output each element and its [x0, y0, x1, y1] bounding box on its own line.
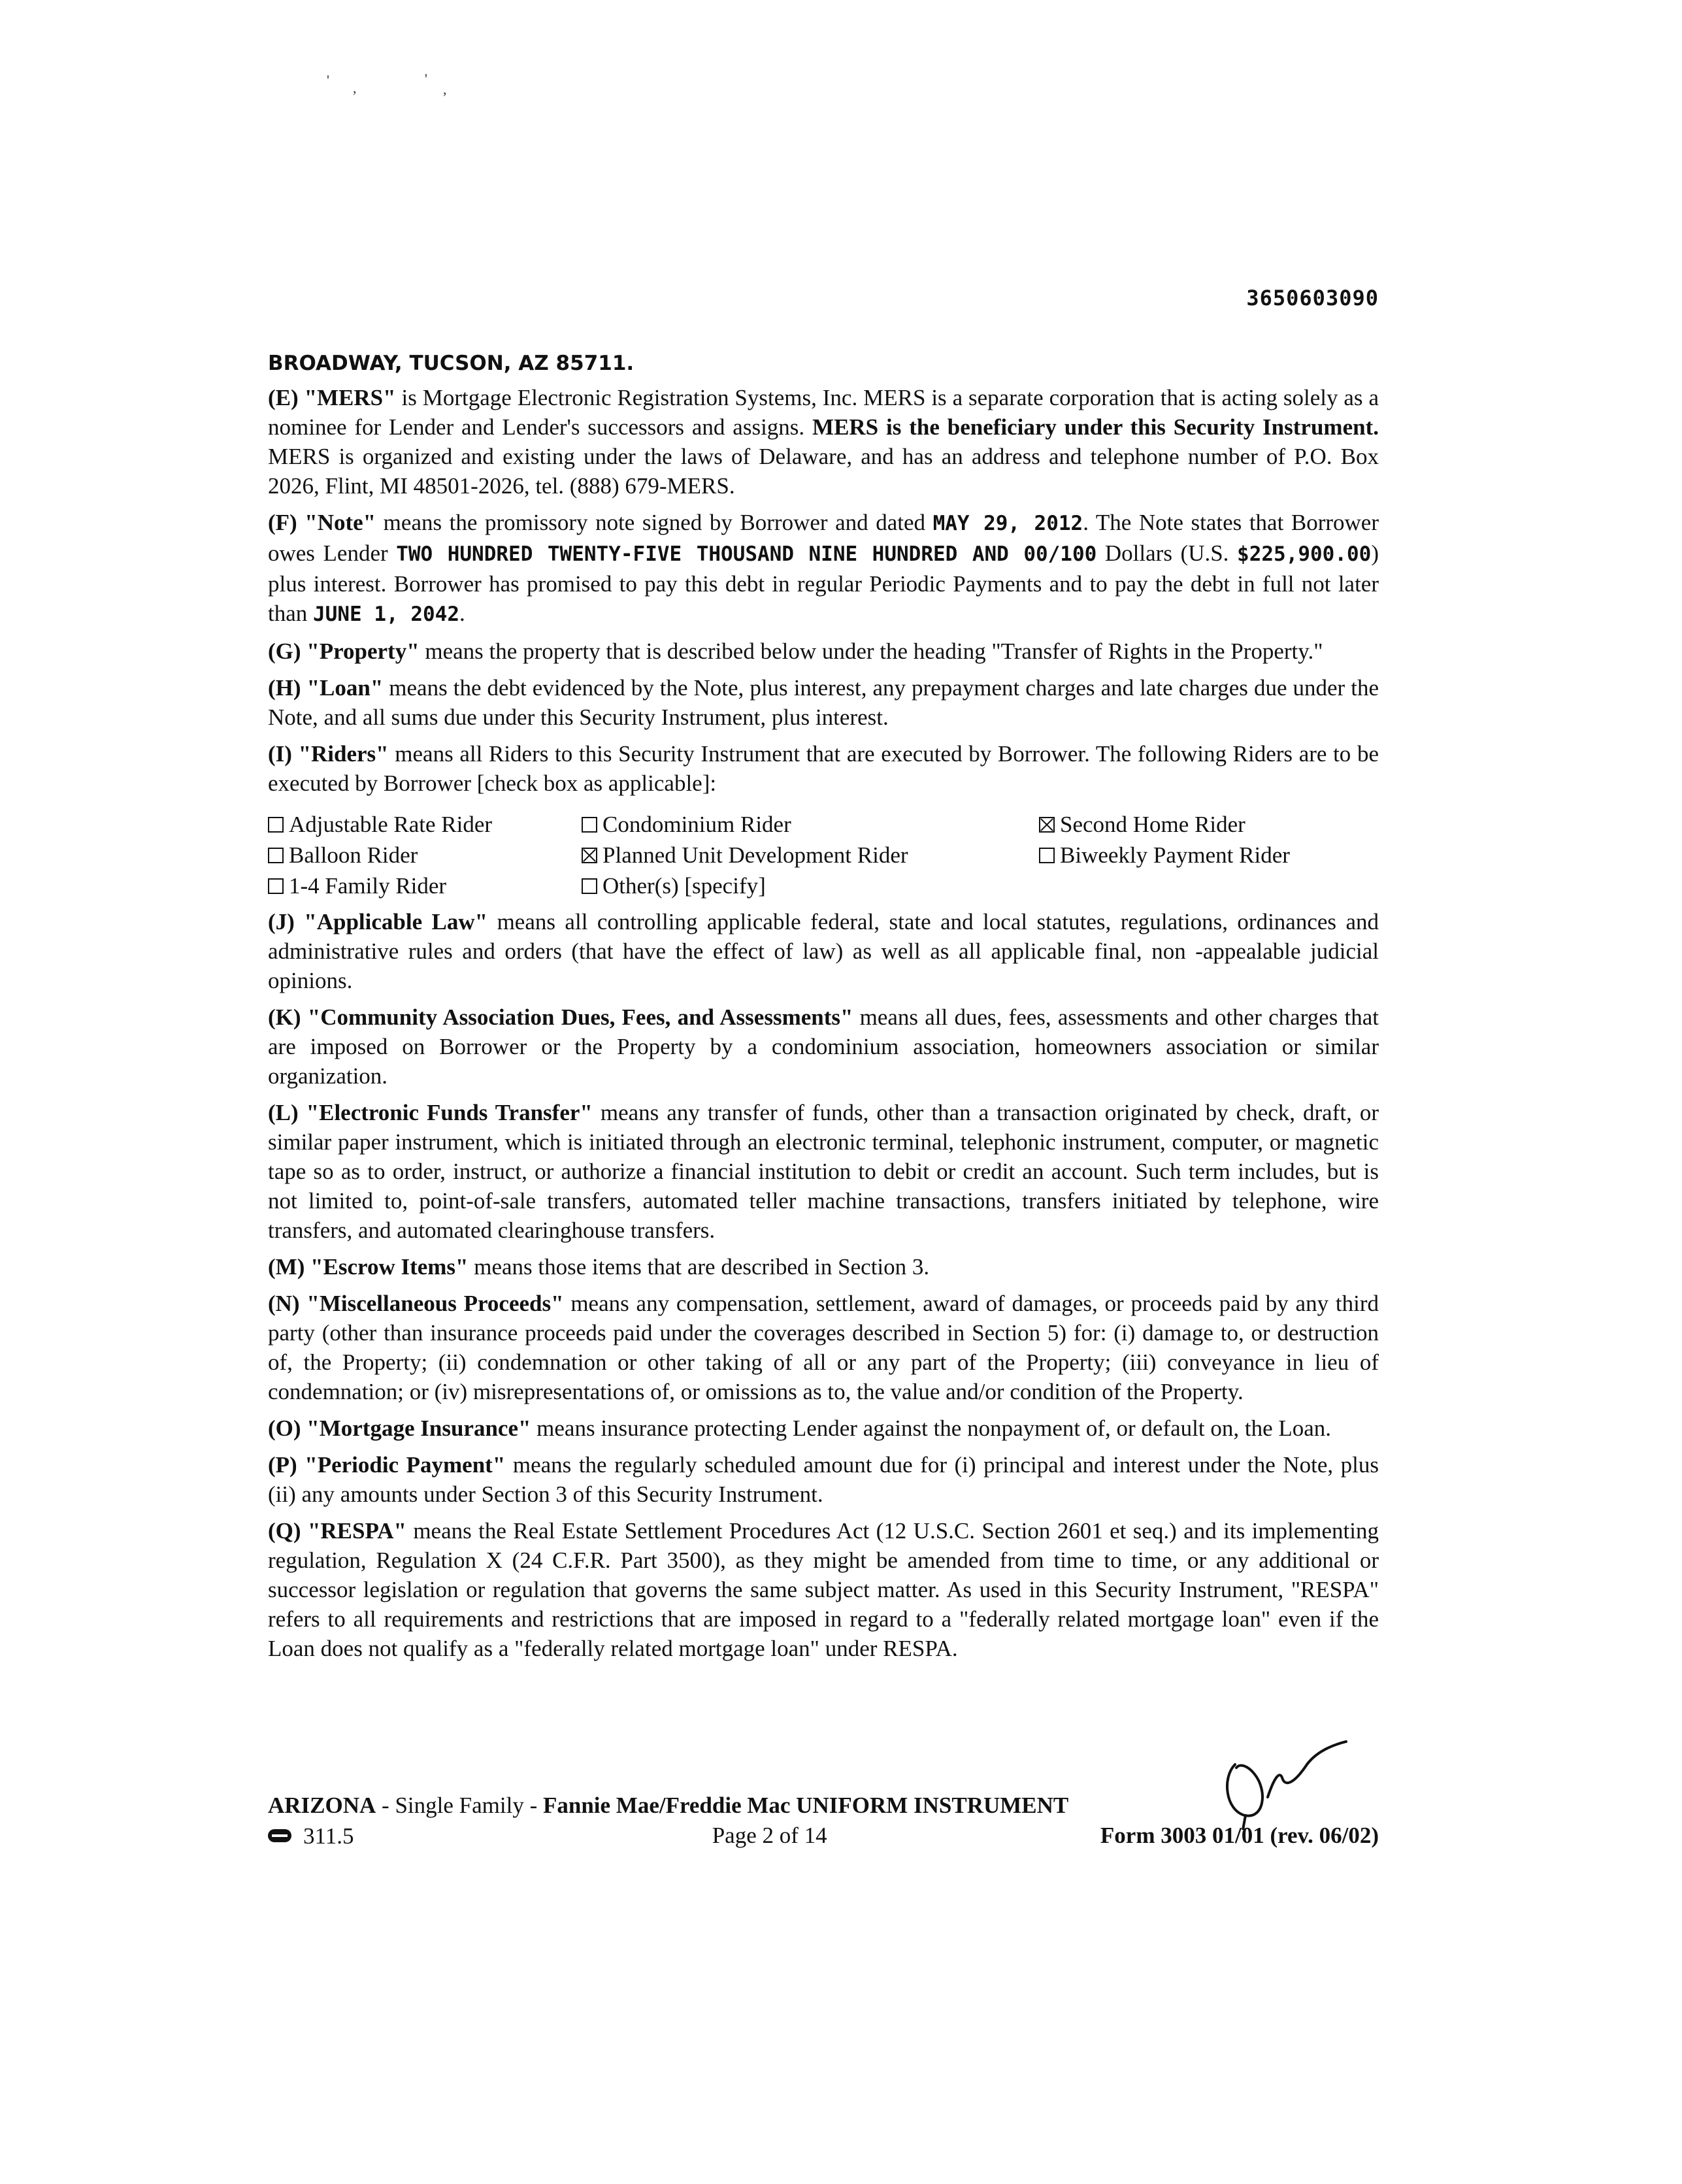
rider-1-4-family[interactable]: 1-4 Family Rider	[268, 871, 582, 901]
document-number: 3650603090	[1246, 286, 1379, 310]
document-page: ' , ' , 3650603090 BROADWAY, TUCSON, AZ 85711. (E) "MERS" is Mortgage Electronic Registration Systems, Inc. MERS is a separate corporation that is acting solely as a nominee for Lender and Lender's successors and assigns. MERS is the beneficiary under this Security Instrument. MERS is organized and existing under the laws of Delaware, and has an address and telephone number of P.O. Box 2026, Flint, MI 48501-2026, tel. (888) 679-MERS. (F) "Note" means the promissory note signed by Borrower and dated MAY 29, 2012. The Note states that Borrower owes Lender TWO HUNDRED TWENTY-FIVE THOUSAND NINE HUNDRED AND 00/100 Dollars (U.S. $225,900.00) plus interest. Borrower has promised to pay this debt in regular Periodic Payments and to pay the debt in full not later than JUNE 1, 2042. (G) "Property" means the property that is described below under the heading "Transfer of Rights in the Property." (H) "Loan" means the debt evidenced by the Note, plus interest, any prepayment charges and late charges due under the Note, and all sums due under this Security Instrument, plus interest. (I) "Riders" means all Riders to this Security Instrument that are executed by Borrower. The following Riders are to be executed by Borrower [check box as applicable]: Adjustable Rate Rider Condominium Rider Second Home Rider Balloon Rider Planned Unit Development Rider Biweekly Payment Rider 1-4 Family Rider Other(s) [specify] (J) "Applicable Law" means all controlling applicable federal, state and local statutes, regulations, ordinances and administrative rules and orders (that have the effect of law) as well as all applicable final, non -appealable judicial opinions. (K) "Community Association Dues, Fees, and Assessments" means all dues, fees, assessments and other charges that are imposed on Borrower or the Property by a condominium association, homeowners association or similar organization. (L) "Electronic Funds Transfer" means any transfer of funds, other than a transaction originated by check, draft, or similar paper instrument, which is initiated through an electronic terminal, telephonic instrument, computer, or magnetic tape so as to order, instruct, or authorize a financial institution to debit or credit an account. Such term includes, but is not limited to, point-of-sale transfers, automated teller machine transactions, transfers initiated by telephone, wire transfers, and automated clearinghouse transfers. (M) "Escrow Items" means those items that are described in Section 3. (N) "Miscellaneous Proceeds" means any compensation, settlement, award of damages, or proceeds paid by any third party (other than insurance proceeds paid under the coverages described in Section 5) for: (i) damage to, or destruction of, the Property; (ii) condemnation or other taking of all or any part of the Property; (iii) conveyance in lieu of condemnation; or (iv) misrepresentations of, or omissions as to, the value and/or condition of the Property. (O) "Mortgage Insurance" means insurance protecting Lender against the nonpayment of, or default on, the Loan. (P) "Periodic Payment" means the regularly scheduled amount due for (i) principal and interest under the Note, plus (ii) any amounts under Section 3 of this Security Instrument. (Q) "RESPA" means the Real Estate Settlement Procedures Act (12 U.S.C. Section 2601 et seq.) and its implementing regulation, Regulation X (24 C.F.R. Part 3500), as they might be amended from time to time, or any additional or successor legislation or regulation that governs the same subject matter. As used in this Security Instrument, "RESPA" refers to all requirements and restrictions that are imposed in regard to a "federally related mortgage loan" even if the Loan does not qualify as a "federally related mortgage loan" under RESPA. ARIZONA - Single Family - Fannie Mae/Freddie Mac UNIFORM INSTRUMENT 311.5 Page 2 of 14 Form 3003 01/01 (rev. 06/02)	[268, 0, 1379, 2184]
footer-title: ARIZONA - Single Family - Fannie Mae/Freddie Mac UNIFORM INSTRUMENT	[268, 1793, 1069, 1818]
rider-checkbox[interactable]	[582, 817, 597, 833]
loan-amount: $225,900.00	[1237, 542, 1372, 566]
form-maker-icon	[268, 1829, 291, 1842]
rider-checkbox[interactable]	[582, 878, 597, 894]
rider-checkbox[interactable]	[1039, 848, 1055, 863]
rider-checkbox-checked[interactable]	[582, 848, 597, 863]
definition-e: (E) "MERS" is Mortgage Electronic Registration Systems, Inc. MERS is a separate corporation that is acting solely as a nominee for Lender and Lender's successors and assigns. MERS is the beneficiary under this Security Instrument. MERS is organized and existing under the laws of Delaware, and has an address and telephone number of P.O. Box 2026, Flint, MI 48501-2026, tel. (888) 679-MERS.	[268, 385, 1379, 499]
rider-other[interactable]: Other(s) [specify]	[582, 871, 1039, 901]
rider-biweekly-payment[interactable]: Biweekly Payment Rider	[1039, 840, 1379, 870]
rider-second-home[interactable]: Second Home Rider	[1039, 810, 1379, 839]
form-number: Form 3003 01/01 (rev. 06/02)	[1100, 1823, 1379, 1848]
definition-p: (P) "Periodic Payment" means the regularly scheduled amount due for (i) principal and interest under the Note, plus (ii) any amounts under Section 3 of this Security Instrument.	[268, 1452, 1379, 1507]
rider-checkbox-checked[interactable]	[1039, 817, 1055, 833]
definition-g: (G) "Property" means the property that is described below under the heading "Transfer of Rights in the Property."	[268, 638, 1323, 664]
definition-m: (M) "Escrow Items" means those items that are described in Section 3.	[268, 1254, 930, 1280]
loan-amount-words: TWO HUNDRED TWENTY-FIVE THOUSAND NINE HUNDRED AND 00/100	[396, 542, 1097, 566]
definitions-body	[268, 383, 1379, 1670]
riders-checklist	[268, 810, 1379, 901]
rider-checkbox[interactable]	[268, 817, 284, 833]
rider-adjustable-rate[interactable]: Adjustable Rate Rider	[268, 810, 582, 839]
note-date: MAY 29, 2012	[932, 512, 1083, 535]
definition-n: (N) "Miscellaneous Proceeds" means any compensation, settlement, award of damages, or proceeds paid by any third party (other than insurance proceeds paid under the coverages described in Section 5) for: (i) damage to, or destruction of, the Property; (ii) condemnation or other taking of all or any part of the Property; (iii) conveyance in lieu of condemnation; or (iv) misrepresentations of, or omissions as to, the value and/or condition of the Property.	[268, 1291, 1379, 1404]
definition-o: (O) "Mortgage Insurance" means insurance protecting Lender against the nonpayment of, or default on, the Loan.	[268, 1415, 1332, 1441]
maturity-date: JUNE 1, 2042	[313, 603, 459, 626]
definition-f: (F) "Note" means the promissory note signed by Borrower and dated MAY 29, 2012. The Note states that Borrower owes Lender TWO HUNDRED TWENTY-FIVE THOUSAND NINE HUNDRED AND 00/100 Dollars (U.S. $225,900.00) plus interest. Borrower has promised to pay this debt in regular Periodic Payments and to pay the debt in full not later than JUNE 1, 2042.	[268, 510, 1379, 626]
rider-checkbox[interactable]	[268, 878, 284, 894]
definition-j: (J) "Applicable Law" means all controlling applicable federal, state and local statutes, regulations, ordinances and administrative rules and orders (that have the effect of law) as well as all applicable final, non -appealable judicial opinions.	[268, 909, 1379, 993]
form-footer	[268, 1791, 1379, 1851]
definition-k: (K) "Community Association Dues, Fees, and Assessments" means all dues, fees, assessments and other charges that are imposed on Borrower or the Property by a condominium association, homeowners association or similar organization.	[268, 1004, 1379, 1089]
definition-q: (Q) "RESPA" means the Real Estate Settlement Procedures Act (12 U.S.C. Section 2601 et seq.) and its implementing regulation, Regulation X (24 C.F.R. Part 3500), as they might be amended from time to time, or any additional or successor legislation or regulation that governs the same subject matter. As used in this Security Instrument, "RESPA" refers to all requirements and restrictions that are imposed in regard to a "federally related mortgage loan" even if the Loan does not qualify as a "federally related mortgage loan" under RESPA.	[268, 1518, 1379, 1661]
property-address-line: BROADWAY, TUCSON, AZ 85711.	[268, 352, 635, 375]
rider-balloon[interactable]: Balloon Rider	[268, 840, 582, 870]
rider-checkbox[interactable]	[268, 848, 284, 863]
footer-meta	[268, 1821, 1379, 1851]
definition-h: (H) "Loan" means the debt evidenced by the Note, plus interest, any prepayment charges and late charges due under the Note, and all sums due under this Security Instrument, plus interest.	[268, 675, 1379, 730]
rider-planned-unit-development[interactable]: Planned Unit Development Rider	[582, 840, 1039, 870]
rider-condominium[interactable]: Condominium Rider	[582, 810, 1039, 839]
form-code: 311.5	[303, 1823, 354, 1849]
page-number: Page 2 of 14	[712, 1823, 827, 1848]
definition-i: (I) "Riders" means all Riders to this Security Instrument that are executed by Borrower. The following Riders are to be executed by Borrower [check box as applicable]:	[268, 741, 1379, 796]
definition-l: (L) "Electronic Funds Transfer" means any transfer of funds, other than a transaction originated by check, draft, or similar paper instrument, which is initiated through an electronic terminal, telephonic instrument, computer, or magnetic tape so as to order, instruct, or authorize a financial institution to debit or credit an account. Such term includes, but is not limited to, point-of-sale transfers, automated teller machine transactions, transfers initiated by telephone, wire transfers, and automated clearinghouse transfers.	[268, 1100, 1379, 1243]
